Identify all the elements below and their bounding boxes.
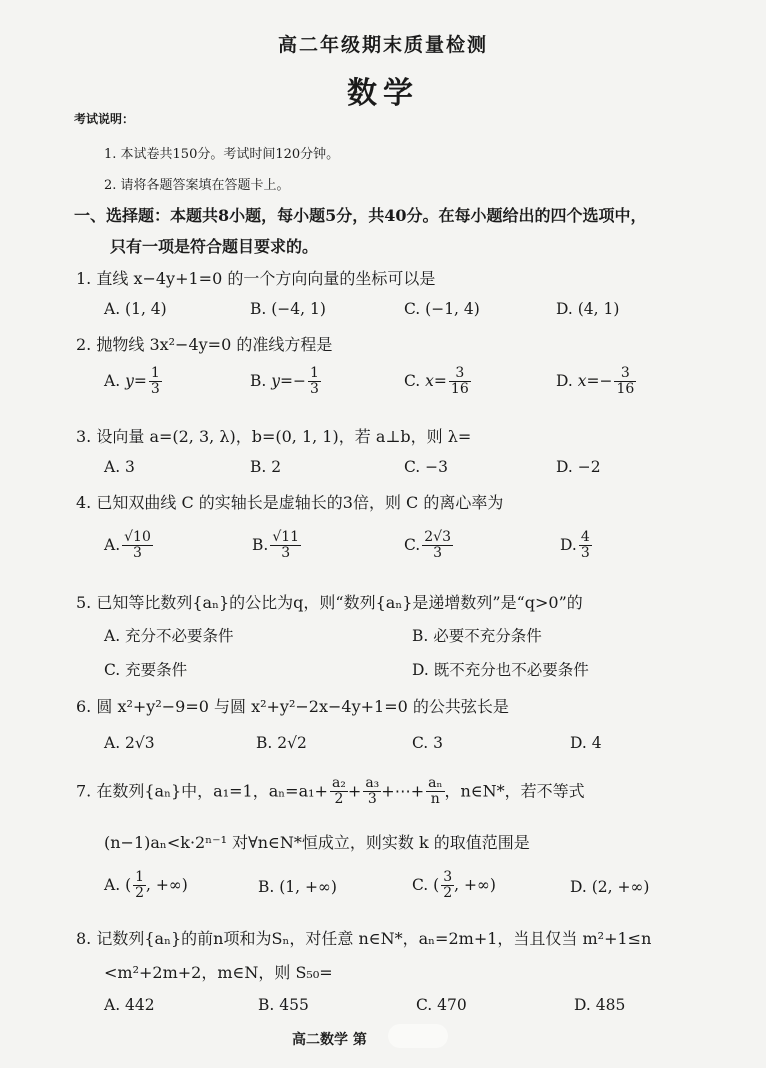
exam-title: 数学 xyxy=(347,76,419,111)
question-3-option-d: D. −2 xyxy=(556,458,601,476)
question-6-stem: 6. 圆 x²+y²−9=0 与圆 x²+y²−2x−4y+1=0 的公共弦长是 xyxy=(76,697,509,716)
footer-smudge xyxy=(388,1024,448,1048)
question-3-option-a: A. 3 xyxy=(104,458,135,476)
question-8-stem-line2: <m²+2m+2，m∈N，则 S₅₀= xyxy=(104,963,333,982)
question-1-option-b: B. (−4, 1) xyxy=(250,300,326,318)
question-2-option-b: B. y=− $\frac{1}{3}$ xyxy=(250,365,319,398)
question-8-stem: 8. 记数列{aₙ}的前n项和为Sₙ，对任意 n∈N*，aₙ=2m+1，当且仅当 m²+1≤n xyxy=(76,929,652,948)
instructions-heading: 考试说明： xyxy=(74,112,135,126)
question-3-stem: 3. 设向量 a=(2, 3, λ)，b=(0, 1, 1)，若 a⊥b，则 λ= xyxy=(76,427,472,446)
question-3-option-c: C. −3 xyxy=(404,458,449,476)
question-8-option-c: C. 470 xyxy=(416,996,467,1014)
question-5-stem: 5. 已知等比数列{aₙ}的公比为q，则“数列{aₙ}是递增数列”是“q>0”的 xyxy=(76,593,583,612)
question-6-option-b: B. 2√2 xyxy=(256,734,307,752)
question-6-option-c: C. 3 xyxy=(412,734,444,752)
question-5-option-b: B. 必要不充分条件 xyxy=(412,627,542,645)
question-6-option-d: D. 4 xyxy=(570,734,602,752)
question-8-option-d: D. 485 xyxy=(574,996,626,1014)
question-8-option-a: A. 442 xyxy=(104,996,155,1014)
question-2-stem: 2. 抛物线 3x²−4y=0 的准线方程是 xyxy=(76,335,333,354)
page-footer: 高二数学 第 xyxy=(292,1032,367,1048)
question-5-option-a: A. 充分不必要条件 xyxy=(104,627,234,645)
question-4-option-c: C. $\frac{2√3}{3}$ xyxy=(404,529,451,562)
question-7-stem: 7. 在数列{aₙ}中，a₁=1，aₙ=a₁+ $\frac{\text{a₂}}{2}$ + $\frac{\text{a₃}}{3}$ +⋯+ $\frac{\text{aₙ}}{n}$ ，n∈N*，若不等式 xyxy=(76,775,585,808)
question-2-option-d: D. x=− $\frac{3}{16}$ xyxy=(556,365,635,398)
question-5-option-d: D. 既不充分也不必要条件 xyxy=(412,661,589,679)
question-4-option-a: A. $\frac{√10}{3}$ xyxy=(104,529,151,562)
question-1-stem: 1. 直线 x−4y+1=0 的一个方向向量的坐标可以是 xyxy=(76,269,436,288)
question-2-option-a: A. y= $\frac{1}{3}$ xyxy=(104,365,160,398)
instruction-item: 2. 请将各题答案填在答题卡上。 xyxy=(104,178,290,193)
question-6-option-a: A. 2√3 xyxy=(104,734,155,752)
question-7-option-b: B. (1, +∞) xyxy=(258,878,337,896)
question-2-option-c: C. x= $\frac{3}{16}$ xyxy=(404,365,469,398)
section-heading-line1: 一、选择题：本题共8小题，每小题5分，共40分。在每小题给出的四个选项中， xyxy=(74,206,647,225)
question-1-option-d: D. (4, 1) xyxy=(556,300,620,318)
question-4-option-d: D. $\frac{4}{3}$ xyxy=(560,529,590,562)
question-4-option-b: B. $\frac{√11}{3}$ xyxy=(252,529,300,562)
question-4-stem: 4. 已知双曲线 C 的实轴长是虚轴长的3倍，则 C 的离心率为 xyxy=(76,493,504,512)
question-7-option-d: D. (2, +∞) xyxy=(570,878,650,896)
question-1-option-a: A. (1, 4) xyxy=(104,300,167,318)
question-7-option-a: A. ( $\frac{1}{2}$ , +∞) xyxy=(104,869,188,902)
question-7-option-c: C. ( $\frac{3}{2}$ , +∞) xyxy=(412,869,496,902)
question-8-option-b: B. 455 xyxy=(258,996,309,1014)
section-heading-line2: 只有一项是符合题目要求的。 xyxy=(110,237,319,256)
question-7-stem-line2: (n−1)aₙ<k·2ⁿ⁻¹ 对∀n∈N*恒成立，则实数 k 的取值范围是 xyxy=(104,833,530,852)
question-5-option-c: C. 充要条件 xyxy=(104,661,188,679)
question-1-option-c: C. (−1, 4) xyxy=(404,300,480,318)
instruction-item: 1. 本试卷共150分。考试时间120分钟。 xyxy=(104,147,340,162)
question-3-option-b: B. 2 xyxy=(250,458,282,476)
exam-subtitle: 高二年级期末质量检测 xyxy=(277,34,488,56)
